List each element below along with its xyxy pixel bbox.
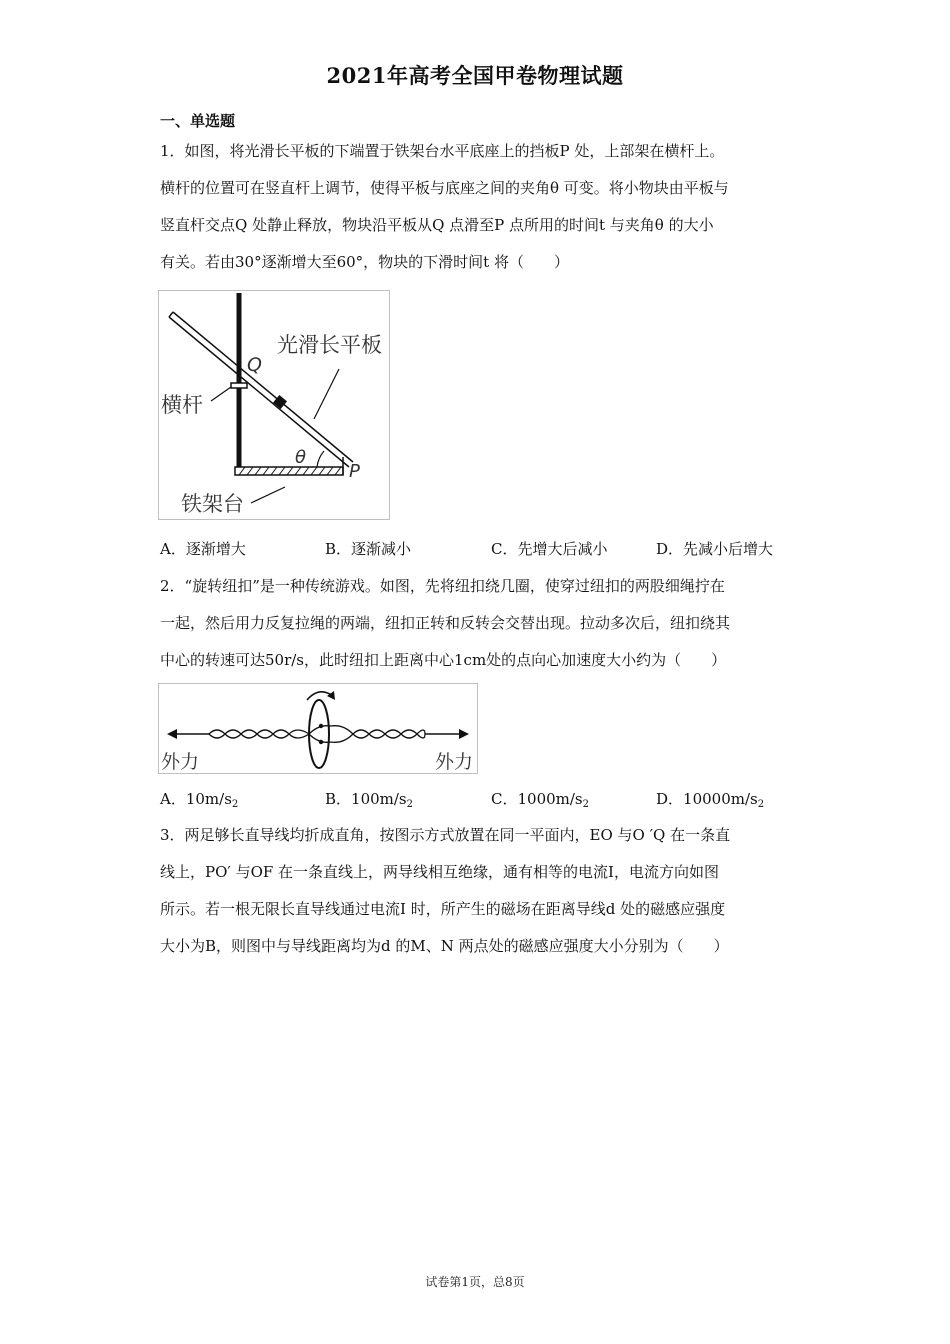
- q-label: Q: [247, 354, 262, 376]
- question-1-options: [160, 538, 800, 562]
- question-1-text: [160, 133, 800, 281]
- option-d-exponent: 2: [757, 799, 765, 810]
- right-arrow-head: [459, 729, 469, 739]
- question-1-line: 1．如图，将光滑长平板的下端置于铁架台水平底座上的挡板P 处，上部架在横杆上。: [160, 142, 725, 160]
- stand-label: 铁架台: [181, 492, 244, 516]
- option-b-text: B．100m/s: [325, 790, 407, 808]
- left-force-label: 外力: [161, 751, 200, 773]
- question-3-text: [160, 817, 800, 965]
- question-3-line: 线上，PO′ 与OF 在一条直线上，两导线相互绝缘，通有相等的电流I，电流方向如图: [160, 863, 719, 881]
- button-hole-bottom: [319, 740, 323, 744]
- option-d[interactable]: [656, 788, 764, 810]
- option-a[interactable]: A．逐渐增大: [160, 540, 246, 558]
- option-b[interactable]: B．逐渐减小: [325, 540, 412, 558]
- question-1-line: 横杆的位置可在竖直杆上调节，使得平板与底座之间的夹角θ 可变。将小物块由平板与: [160, 179, 729, 197]
- question-3-line: 3．两足够长直导线均折成直角，按图示方式放置在同一平面内，EO 与O ′Q 在一条直: [160, 826, 731, 844]
- rod-label: 横杆: [161, 393, 203, 417]
- left-arrow-head: [167, 729, 177, 739]
- page-footer: 试卷第1页，总8页: [425, 1275, 525, 1289]
- p-label: P: [349, 461, 360, 482]
- section-heading: 一、单选题: [160, 112, 236, 130]
- string-mid-c: [331, 726, 353, 734]
- plate-end: [169, 312, 173, 317]
- button-hole-top: [319, 724, 323, 728]
- option-c[interactable]: [491, 788, 589, 810]
- button-diagram: [159, 684, 477, 773]
- option-c-text: C．1000m/s: [491, 790, 583, 808]
- plate-label: 光滑长平板: [277, 333, 382, 357]
- stand-leader: [251, 487, 285, 503]
- option-d-text: D．10000m/s: [656, 790, 758, 808]
- question-2-line: 中心的转速可达50r/s，此时纽扣上距离中心1cm处的点向心加速度大小约为（ ）: [160, 651, 727, 669]
- page-title: 2021年高考全国甲卷物理试题: [326, 63, 624, 88]
- rotation-arrow-head: [327, 691, 335, 700]
- angle-arc: [317, 451, 324, 467]
- stand-base: [235, 467, 343, 475]
- button-disc: [309, 700, 329, 768]
- question-1-line: 有关。若由30°逐渐增大至60°，物块的下滑时间t 将（ ）: [160, 253, 569, 271]
- rod-leader: [211, 387, 231, 401]
- option-c-exponent: 2: [582, 799, 590, 810]
- option-a-exponent: 2: [231, 799, 239, 810]
- option-b-exponent: 2: [406, 799, 414, 810]
- option-d[interactable]: D．先减小后增大: [656, 540, 774, 558]
- incline-diagram: [159, 291, 389, 519]
- option-a-text: A．10m/s: [160, 790, 232, 808]
- theta-label: θ: [295, 447, 307, 468]
- question-3-line: 大小为B，则图中与导线距离均为d 的M、N 两点处的磁感应强度大小分别为（ ）: [160, 937, 729, 955]
- question-2-options: [160, 788, 800, 812]
- crossbar: [231, 383, 247, 388]
- question-2-text: [160, 568, 800, 679]
- plate-leader: [314, 369, 339, 419]
- string-mid-d: [331, 734, 353, 742]
- option-a[interactable]: [160, 788, 238, 810]
- right-force-label: 外力: [435, 751, 474, 773]
- option-b[interactable]: [325, 788, 413, 810]
- question-3-line: 所示。若一根无限长直导线通过电流I 时，所产生的磁场在距离导线d 处的磁感应强度: [160, 900, 726, 918]
- option-c[interactable]: C．先增大后减小: [491, 540, 608, 558]
- question-2-line: 2．“旋转纽扣”是一种传统游戏。如图，先将纽扣绕几圈，使穿过纽扣的两股细绳拧在: [160, 577, 725, 595]
- question-1-line: 竖直杆交点Q 处静止释放，物块沿平板从Q 点滑至P 点所用的时间t 与夹角θ 的大小: [160, 216, 714, 234]
- question-2-figure: [158, 683, 478, 774]
- question-1-figure: [158, 290, 390, 520]
- question-2-line: 一起，然后用力反复拉绳的两端，纽扣正转和反转会交替出现。拉动多次后，纽扣绕其: [160, 614, 731, 632]
